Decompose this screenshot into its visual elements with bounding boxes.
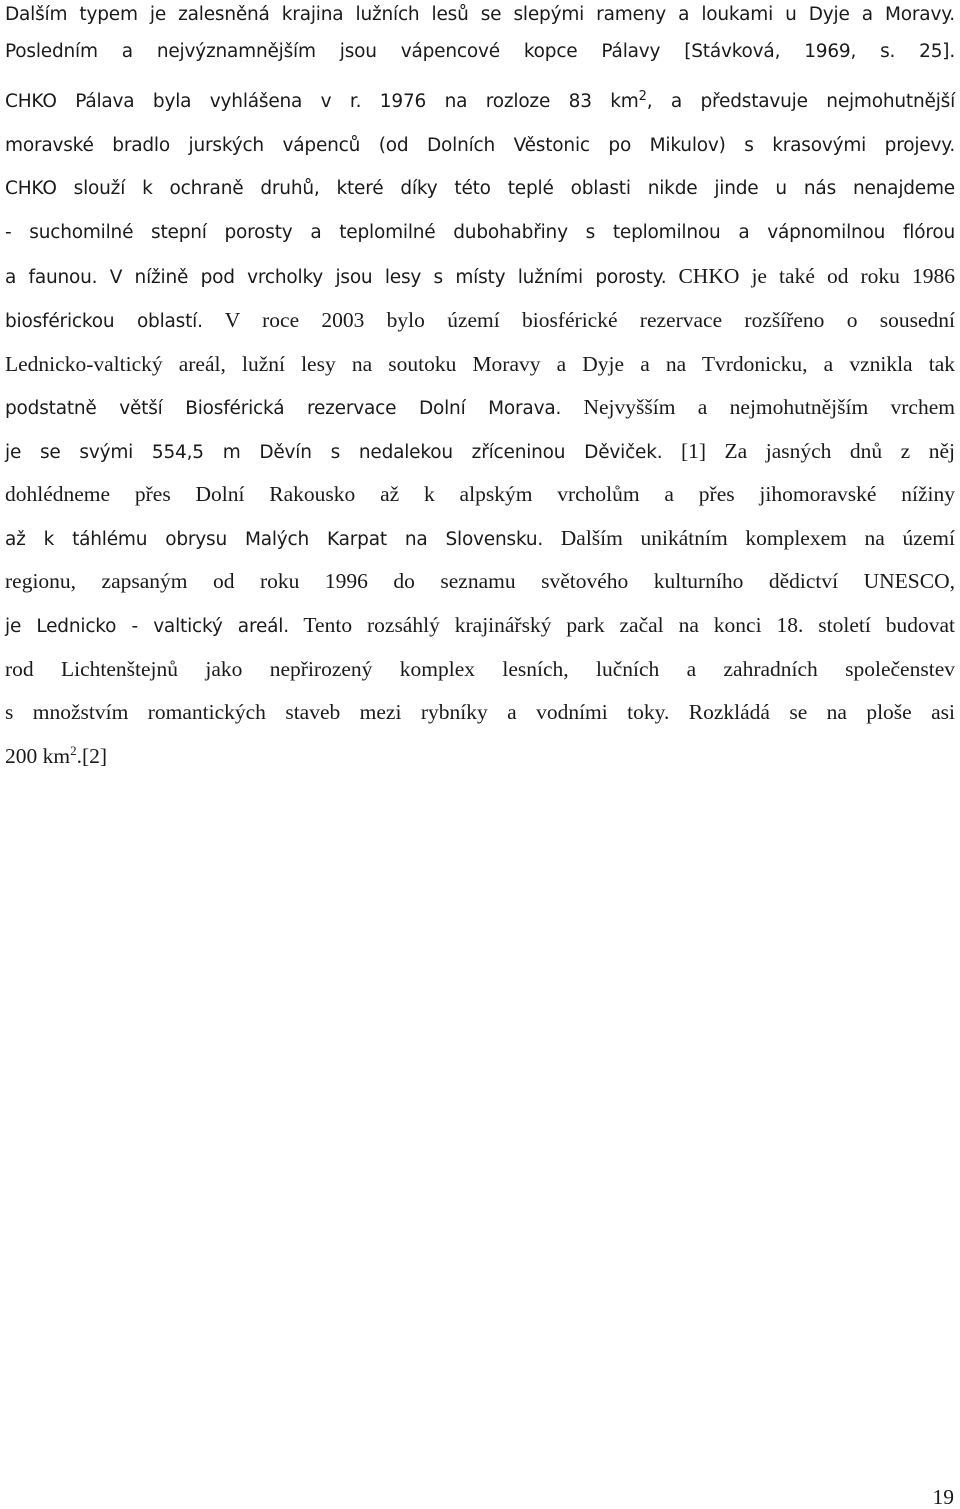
text-line <box>5 741 955 771</box>
text-segment: CHKO je také od roku 1986 <box>666 264 956 288</box>
text-line <box>5 566 955 596</box>
text-segment: Dalším typem je zalesněná krajina lužních lesů se slepými rameny a loukami u Dyje a Moravy. <box>5 4 955 25</box>
text-segment: dohlédneme přes Dolní Rakousko až k alpským vrcholům a přes jihomoravské nížiny <box>5 482 955 506</box>
text-line <box>5 37 955 67</box>
text-segment: až k táhlému obrysu Malých Karpat na Slovensku. <box>5 529 544 550</box>
text-line <box>5 261 955 291</box>
text-line <box>5 305 955 335</box>
text-segment: Lednicko-valtický areál, lužní lesy na soutoku Moravy a Dyje a na Tvrdonicku, a vznikla tak <box>5 352 955 376</box>
text-segment: regionu, zapsaným od roku 1996 do seznamu světového kulturního dědictví UNESCO, <box>5 569 955 593</box>
text-segment: [1] Za jasných dnů z něj <box>662 439 956 463</box>
text-segment: - suchomilné stepní porosty a teplomilné dubohabřiny s teplomilnou a vápnomilnou flórou <box>5 222 955 243</box>
text-segment: je Lednicko - valtický areál. <box>5 616 289 637</box>
text-segment: CHKO slouží k ochraně druhů, které díky této teplé oblasti nikde jinde u nás nenajdeme <box>5 178 955 199</box>
text-line <box>5 218 955 248</box>
text-segment: CHKO Pálava byla vyhlášena v r. 1976 na rozloze 83 km <box>5 91 639 112</box>
text-line <box>5 392 955 422</box>
text-segment: je se svými 554,5 m Děvín s nedalekou zříceninou Děviček. <box>5 442 663 463</box>
page-number: 19 <box>932 1485 954 1509</box>
text-segment: a faunou. V nížině pod vrcholky jsou lesy s místy lužními porosty. <box>5 267 667 288</box>
text-segment: rod Lichtenštejnů jako nepřirozený komplex lesních, lučních a zahradních společenstev <box>5 657 955 681</box>
text-segment: .[2] <box>76 744 108 768</box>
text-line <box>5 654 955 684</box>
superscript: 2 <box>70 742 77 758</box>
text-segment: moravské bradlo jurských vápenců (od Dolních Věstonic po Mikulov) s krasovými projevy. <box>5 135 955 156</box>
text-line <box>5 697 955 727</box>
text-line <box>5 131 955 161</box>
text-line <box>5 610 955 640</box>
text-segment: podstatně větší Biosférická rezervace Dolní Morava. <box>5 398 562 419</box>
text-line <box>5 479 955 509</box>
text-segment: 200 km <box>5 744 71 768</box>
text-line <box>5 87 955 117</box>
text-segment: , a představuje nejmohutnější <box>646 91 956 112</box>
text-line <box>5 349 955 379</box>
text-segment: biosférickou oblastí. <box>5 311 203 332</box>
superscript: 2 <box>638 88 647 104</box>
text-segment: Tento rozsáhlý krajinářský park začal na konci 18. století budovat <box>288 613 956 637</box>
text-line <box>5 436 955 466</box>
text-segment: Nejvyšším a nejmohutnějším vrchem <box>561 395 955 419</box>
text-segment: Posledním a nejvýznamnějším jsou vápencové kopce Pálavy [Stávková, 1969, s. 25]. <box>5 41 955 62</box>
text-segment: Dalším unikátním komplexem na území <box>543 526 955 550</box>
text-segment: s množstvím romantických staveb mezi rybníky a vodními toky. Rozkládá se na ploše asi <box>5 700 955 724</box>
text-line <box>5 523 955 553</box>
text-line <box>5 0 955 30</box>
text-segment: V roce 2003 bylo území biosférické rezervace rozšířeno o sousední <box>202 308 955 332</box>
text-line <box>5 174 955 204</box>
